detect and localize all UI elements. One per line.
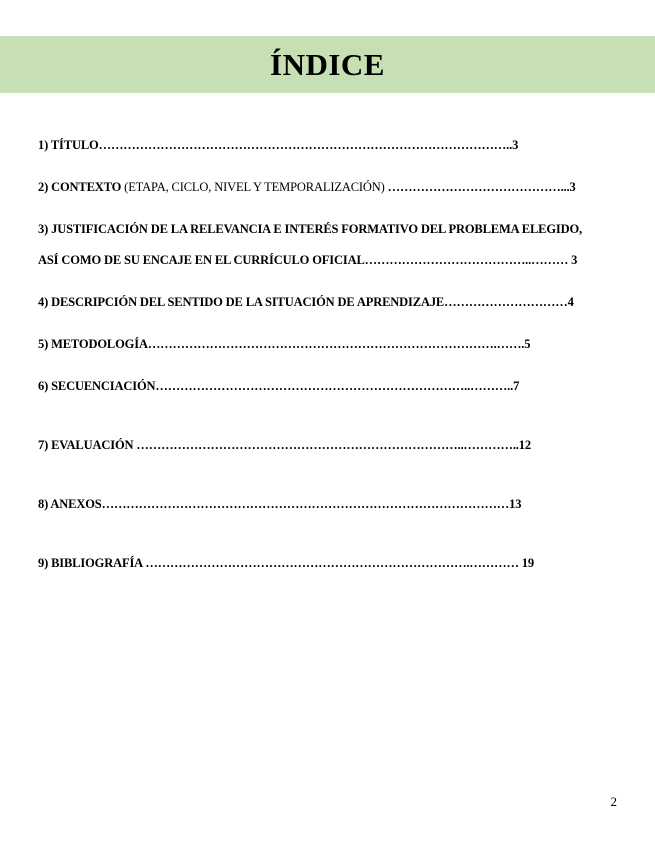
page-number: 2 (610, 794, 617, 809)
toc-entry-text: 2) CONTEXTO (38, 180, 122, 194)
toc-entry-text: 4) DESCRIPCIÓN DEL SENTIDO DE LA SITUACIÓN DE APRENDIZAJE…………………………4 (38, 295, 574, 309)
toc-entry-contexto[interactable] (38, 180, 576, 195)
toc-entry-titulo[interactable] (38, 138, 518, 153)
toc-entry-subtext: (ETAPA, CICLO, NIVEL Y TEMPORALIZACIÓN) (121, 180, 385, 194)
toc-entry-text: 1) TÍTULO………………………………………………………………………………………..3 (38, 138, 519, 152)
toc-entry-text: 6) SECUENCIACIÓN…………………………………………………………………..………..7 (38, 379, 520, 393)
toc-entry-anexos[interactable] (38, 497, 521, 512)
toc-entry-descripcion[interactable] (38, 295, 574, 310)
toc-entry-text: ASÍ COMO DE SU ENCAJE EN EL CURRÍCULO OFICIAL…………………………………..……… 3 (38, 253, 578, 267)
toc-entry-leader: ……………………………………...3 (384, 180, 576, 194)
toc-entry-evaluacion[interactable] (38, 438, 531, 453)
toc-entry-secuenciacion[interactable] (38, 379, 519, 394)
toc-entry-text: 5) METODOLOGÍA………………………………………………………………………….…….5 (38, 337, 531, 351)
page-title: ÍNDICE (270, 46, 385, 82)
toc-entry-text: 3) JUSTIFICACIÓN DE LA RELEVANCIA E INTERÉS FORMATIVO DEL PROBLEMA ELEGIDO, (38, 222, 583, 236)
toc-entry-text: 8) ANEXOS………………………………………………………………………………………13 (38, 497, 522, 511)
toc-entry-bibliografia[interactable] (38, 556, 534, 571)
toc-entry-justificacion[interactable] (38, 222, 582, 237)
toc-entry-justificacion-cont[interactable] (38, 253, 577, 268)
toc-entry-text: 9) BIBLIOGRAFÍA …………………………………………………………………….………… 19 (38, 556, 534, 570)
toc-entry-text: 7) EVALUACIÓN ……………………………………………………………………..…………..12 (38, 438, 531, 452)
toc-entry-metodologia[interactable] (38, 337, 530, 352)
title-banner (0, 36, 655, 93)
